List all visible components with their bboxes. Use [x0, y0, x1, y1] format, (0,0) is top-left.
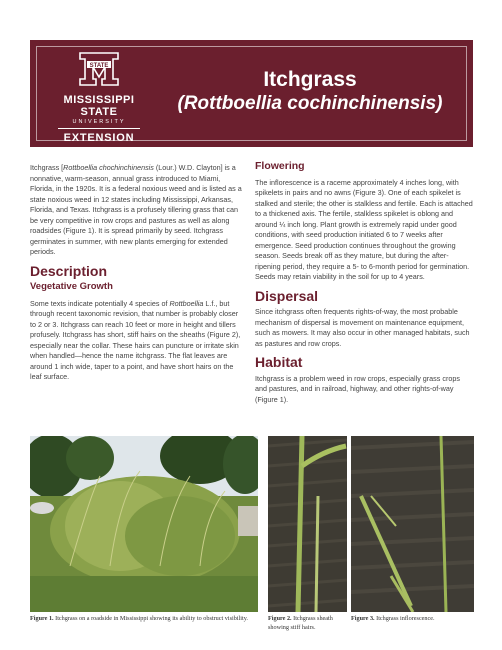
intro-text-rest: (Lour.) W.D. Clayton] is a nonnative, warm-season, annual grass introduced to Miami, Florida, in the 1920s. It is a federal noxious weed and is listed as a state noxious weed in 12 states including Mississippi, Arkansas, Florida, and Texas. Itchgrass is a profusely tillering grass that can be very competitive in row crops and pastures as well as along roadsides (Figure 1). It is spread primarily by seed. Itchgrass germinates in summer, with new plants emerging for extended periods.: [30, 163, 242, 256]
logo-university-name: MISSISSIPPI STATE: [63, 94, 135, 118]
title-scientific-name: (Rottboellia cochinchinensis): [177, 93, 443, 114]
description-heading: Description: [30, 262, 108, 279]
vegetative-growth-paragraph: [30, 299, 245, 383]
figure-2-caption: [268, 615, 348, 632]
figure-3-inflorescence-photo: [351, 436, 474, 612]
right-column: [255, 160, 473, 411]
msu-extension-logo[interactable]: [44, 49, 154, 144]
logo-divider: [58, 128, 140, 129]
description-genus-name: Rottboellia: [169, 298, 204, 308]
svg-text:STATE: STATE: [89, 62, 109, 69]
figure-3-caption-text: Itchgrass inflorescence.: [374, 615, 435, 622]
left-column: [30, 163, 245, 389]
logo-university-label: UNIVERSITY: [72, 119, 126, 125]
intro-text-start: Itchgrass [: [30, 163, 64, 172]
figure-1-roadside-photo: [30, 436, 258, 612]
publication-title: [165, 68, 455, 116]
figure-2-caption-text: Itchgrass sheath showing stiff hairs.: [268, 615, 333, 631]
figure-1-caption: [30, 615, 258, 624]
vegetative-growth-heading: Vegetative Growth: [30, 281, 113, 292]
description-text-start: Some texts indicate potentially 4 species of: [30, 298, 170, 308]
habitat-paragraph: Itchgrass is a problem weed in row crops, especially grass crops and pastures, and in railroad, highway, and other rights-of-way (Figure 1).: [255, 373, 460, 404]
msu-state-m-icon: [72, 49, 126, 87]
figure-1-label: Figure 1.: [30, 615, 54, 622]
habitat-heading: Habitat: [255, 354, 303, 370]
figure-2-sheath-photo: [268, 436, 347, 612]
description-text-rest: L.f., but through recent taxonomic revision, that number is probably closer to 2 or 3. Itchgrass can reach 10 feet or more in height and tillers profusely. Itchgrass has short, stiff hairs on the sheaths (Figure 2), especially near the collar. These hairs can puncture or irritate skin when handled—hence the name itchgrass. The flat leaves are around 1 inch wide, taper to a point, and have short hairs on the leaf surface.: [30, 298, 241, 381]
logo-extension-label: EXTENSION: [63, 132, 135, 144]
intro-scientific-name: Rottboellia chochinchinensis: [63, 163, 154, 172]
figure-3-caption: [351, 615, 474, 624]
dispersal-heading: Dispersal: [255, 287, 319, 304]
figure-3-label: Figure 3.: [351, 615, 375, 622]
header-banner: [30, 40, 473, 147]
flowering-heading: Flowering: [255, 160, 305, 172]
figure-2-label: Figure 2.: [268, 615, 292, 622]
title-common-name: Itchgrass: [263, 68, 357, 91]
figure-1-caption-text: Itchgrass on a roadside in Mississippi showing its ability to obstruct visibility.: [53, 615, 248, 622]
dispersal-paragraph: Since itchgrass often frequents rights-of-way, the most probable mechanism of dispersal is movement on maintenance equipment, such as mowers. It may also occur in other managed habitats, such as pastures and row crops.: [255, 307, 470, 348]
flowering-paragraph: The inflorescence is a raceme approximately 4 inches long, with spikelets in pairs and no awns (Figure 3). One of each spikelet is stalked and sterile; the other is stalkless and fertile. Each is attached to a thickened axis. The fertile, stalkless spikelet is oblong and around ¼ inch long. Plant growth is extremely rapid under good conditions, with seed production initiated 6 to 7 weeks after emergence. Seed production continues throughout the growing season. Seeds break off as they mature, but during the after-ripening period, they require a 5- to 6-month period for germination. Seeds may retain viability in the soil for up to 4 years.: [255, 177, 473, 281]
intro-paragraph: [30, 163, 245, 258]
